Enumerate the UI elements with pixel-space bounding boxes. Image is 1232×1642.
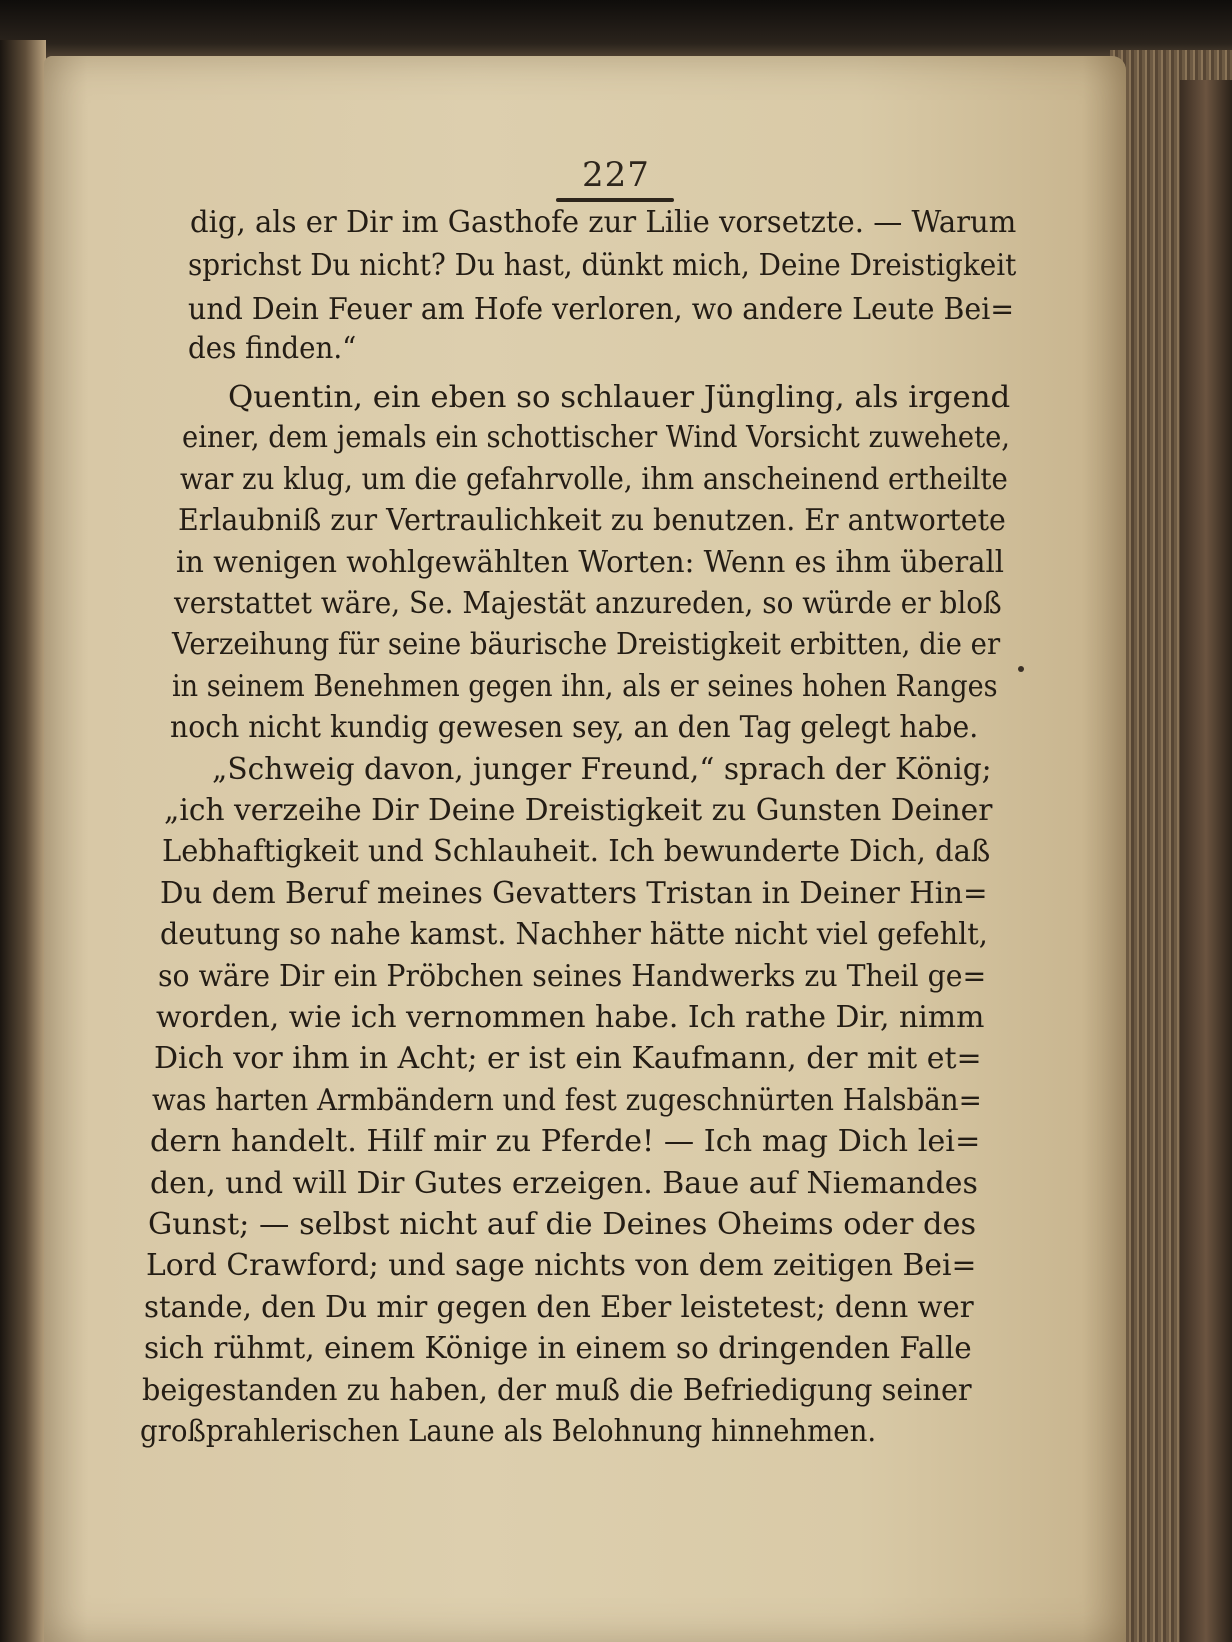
text-line: in seinem Benehmen gegen ihn, als er seines hohen Ranges	[172, 669, 998, 704]
text-line: deutung so nahe kamst. Nachher hätte nicht viel gefehlt,	[160, 917, 988, 952]
text-line: dig, als er Dir im Gasthofe zur Lilie vorsetzte. — Warum	[190, 205, 1017, 240]
text-line: und Dein Feuer am Hofe verloren, wo andere Leute Bei=	[188, 292, 1015, 327]
book-gutter	[0, 40, 46, 1642]
text-line: Verzeihung für seine bäurische Dreistigkeit erbitten, die er	[172, 627, 1001, 662]
text-line: Lebhaftigkeit und Schlauheit. Ich bewunderte Dich, daß	[162, 834, 991, 869]
text-line: in wenigen wohlgewählten Worten: Wenn es ihm überall	[176, 545, 1004, 580]
text-line: Lord Crawford; und sage nichts von dem zeitigen Bei=	[146, 1248, 977, 1283]
text-line: dern handelt. Hilf mir zu Pferde! — Ich mag Dich lei=	[150, 1124, 981, 1159]
page-number: 227	[582, 155, 650, 195]
text-line: sich rühmt, einem Könige in einem so dringenden Falle	[144, 1331, 972, 1366]
ink-speck	[1018, 666, 1024, 672]
text-line: verstattet wäre, Se. Majestät anzureden, so würde er bloß	[174, 586, 1002, 621]
text-line: noch nicht kundig gewesen sey, an den Tag gelegt habe.	[170, 710, 979, 745]
text-line: Dich vor ihm in Acht; er ist ein Kaufmann, der mit et=	[154, 1041, 982, 1076]
header-rule	[556, 198, 674, 202]
text-line: Quentin, ein eben so schlauer Jüngling, als irgend	[228, 380, 1011, 415]
text-line: den, und will Dir Gutes erzeigen. Baue auf Niemandes	[150, 1166, 978, 1201]
text-line: Gunst; — selbst nicht auf die Deines Oheims oder des	[148, 1207, 977, 1242]
book-cover-edge	[1180, 80, 1232, 1642]
text-line: Du dem Beruf meines Gevatters Tristan in Deiner Hin=	[160, 876, 988, 911]
text-line: Erlaubniß zur Vertraulichkeit zu benutzen. Er antwortete	[178, 503, 1006, 538]
text-line: war zu klug, um die gefahrvolle, ihm anscheinend ertheilte	[180, 462, 1008, 497]
text-line: einer, dem jemals ein schottischer Wind Vorsicht zuwehete,	[182, 420, 1011, 455]
text-line: worden, wie ich vernommen habe. Ich rathe Dir, nimm	[156, 1000, 985, 1035]
text-line: beigestanden zu haben, der muß die Befriedigung seiner	[142, 1373, 972, 1408]
book-cover-top	[0, 0, 1232, 62]
text-line: „ich verzeihe Dir Deine Dreistigkeit zu Gunsten Deiner	[164, 793, 993, 828]
text-line: des finden.“	[188, 331, 357, 366]
text-line: stande, den Du mir gegen den Eber leistetest; denn wer	[144, 1290, 974, 1325]
text-line: was harten Armbändern und fest zugeschnürten Halsbän=	[152, 1083, 982, 1118]
text-line: so wäre Dir ein Pröbchen seines Handwerks zu Theil ge=	[158, 959, 987, 994]
text-line: „Schweig davon, junger Freund,“ sprach der König;	[212, 752, 992, 787]
text-line: großprahlerischen Laune als Belohnung hinnehmen.	[140, 1414, 877, 1449]
text-line: sprichst Du nicht? Du hast, dünkt mich, Deine Dreistigkeit	[188, 248, 1017, 283]
